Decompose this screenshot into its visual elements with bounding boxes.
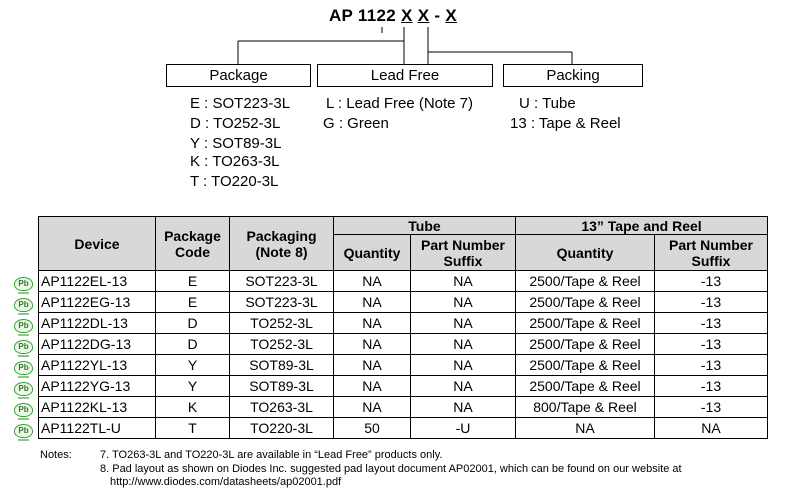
device-cell: AP1122KL-13 <box>39 397 156 418</box>
reel-suffix-cell: -13 <box>655 376 768 397</box>
tube-suffix-cell: NA <box>411 376 516 397</box>
ordering-table <box>38 216 768 439</box>
tube-suffix-cell: NA <box>411 334 516 355</box>
table-row <box>39 397 768 418</box>
lead-free-leaf-icon: Pb <box>14 298 33 312</box>
packaging-cell: TO220-3L <box>230 418 334 439</box>
packaging-cell: TO263-3L <box>230 397 334 418</box>
package-code-cell: E <box>156 292 230 313</box>
reel-suffix-cell: -13 <box>655 397 768 418</box>
package-option: D : TO252-3L <box>190 115 281 132</box>
packing-field-box: Packing <box>503 64 643 87</box>
package-code-cell: Y <box>156 355 230 376</box>
reel-suffix-cell: -13 <box>655 271 768 292</box>
package-code-cell: Y <box>156 376 230 397</box>
table-row <box>39 313 768 334</box>
device-cell: AP1122DL-13 <box>39 313 156 334</box>
lead-free-placeholder: X <box>417 6 430 25</box>
lead-free-option: G : Green <box>323 115 389 132</box>
reel-quantity-cell: NA <box>516 418 655 439</box>
dash: - <box>429 6 446 25</box>
tube-quantity-cell: NA <box>334 334 411 355</box>
lead-free-leaf-icon: Pb <box>14 382 33 396</box>
note-8-url: http://www.diodes.com/datasheets/ap02001.pdf <box>110 476 342 488</box>
header-device: Device <box>39 217 156 271</box>
lead-free-leaf-icon: Pb <box>14 424 33 438</box>
header-tube-suffix: Part Number Suffix <box>411 235 516 271</box>
tube-suffix-cell: NA <box>411 313 516 334</box>
packaging-cell: TO252-3L <box>230 313 334 334</box>
device-cell: AP1122YG-13 <box>39 376 156 397</box>
reel-quantity-cell: 2500/Tape & Reel <box>516 292 655 313</box>
package-option: K : TO263-3L <box>190 153 280 170</box>
lead-free-leaf-icon: Pb <box>14 277 33 291</box>
reel-suffix-cell: -13 <box>655 334 768 355</box>
device-cell: AP1122YL-13 <box>39 355 156 376</box>
package-code-cell: D <box>156 313 230 334</box>
reel-quantity-cell: 2500/Tape & Reel <box>516 334 655 355</box>
lead-free-option: L : Lead Free (Note 7) <box>326 95 474 112</box>
package-placeholder: X <box>401 6 413 25</box>
reel-quantity-cell: 2500/Tape & Reel <box>516 271 655 292</box>
packaging-cell: TO252-3L <box>230 334 334 355</box>
lead-free-leaf-icon: Pb <box>14 340 33 354</box>
note-7: 7. TO263-3L and TO220-3L are available in “Lead Free” products only. <box>100 449 443 461</box>
reel-suffix-cell: NA <box>655 418 768 439</box>
tube-quantity-cell: NA <box>334 313 411 334</box>
package-code-cell: D <box>156 334 230 355</box>
tube-quantity-cell: 50 <box>334 418 411 439</box>
header-reel-quantity: Quantity <box>516 235 655 271</box>
table-row <box>39 355 768 376</box>
ordering-tree-lines <box>0 0 786 70</box>
reel-suffix-cell: -13 <box>655 355 768 376</box>
tube-quantity-cell: NA <box>334 376 411 397</box>
packing-placeholder: X <box>445 6 457 25</box>
table-row <box>39 376 768 397</box>
table-row <box>39 418 768 439</box>
device-cell: AP1122TL-U <box>39 418 156 439</box>
note-8: 8. Pad layout as shown on Diodes Inc. suggested pad layout document AP02001, which can be found on our website at <box>100 463 682 475</box>
package-field-box: Package <box>166 64 311 87</box>
package-code-cell: T <box>156 418 230 439</box>
reel-quantity-cell: 800/Tape & Reel <box>516 397 655 418</box>
package-option: Y : SOT89-3L <box>190 135 282 152</box>
packaging-cell: SOT89-3L <box>230 355 334 376</box>
lead-free-leaf-icon: Pb <box>14 319 33 333</box>
reel-suffix-cell: -13 <box>655 292 768 313</box>
part-number-prefix: AP 1122 <box>328 6 402 25</box>
header-tube: Tube <box>334 217 516 235</box>
header-tube-quantity: Quantity <box>334 235 411 271</box>
tube-quantity-cell: NA <box>334 355 411 376</box>
lead-free-leaf-icon: Pb <box>14 361 33 375</box>
packing-option: U : Tube <box>519 95 576 112</box>
reel-quantity-cell: 2500/Tape & Reel <box>516 376 655 397</box>
packaging-cell: SOT223-3L <box>230 292 334 313</box>
device-cell: AP1122EG-13 <box>39 292 156 313</box>
tube-quantity-cell: NA <box>334 292 411 313</box>
tube-quantity-cell: NA <box>334 397 411 418</box>
package-option: T : TO220-3L <box>190 173 279 190</box>
packaging-cell: SOT223-3L <box>230 271 334 292</box>
reel-quantity-cell: 2500/Tape & Reel <box>516 313 655 334</box>
device-cell: AP1122DG-13 <box>39 334 156 355</box>
table-row <box>39 292 768 313</box>
header-reel-suffix: Part Number Suffix <box>655 235 768 271</box>
lead-free-leaf-icon: Pb <box>14 403 33 417</box>
packaging-cell: SOT89-3L <box>230 376 334 397</box>
device-cell: AP1122EL-13 <box>39 271 156 292</box>
tube-suffix-cell: NA <box>411 271 516 292</box>
reel-quantity-cell: 2500/Tape & Reel <box>516 355 655 376</box>
lead-free-field-box: Lead Free <box>317 64 493 87</box>
table-row <box>39 334 768 355</box>
table-row <box>39 271 768 292</box>
notes-label: Notes: <box>40 449 72 461</box>
reel-suffix-cell: -13 <box>655 313 768 334</box>
tube-suffix-cell: NA <box>411 292 516 313</box>
tube-suffix-cell: -U <box>411 418 516 439</box>
tube-suffix-cell: NA <box>411 355 516 376</box>
package-code-cell: K <box>156 397 230 418</box>
package-option: E : SOT223-3L <box>190 95 291 112</box>
tube-quantity-cell: NA <box>334 271 411 292</box>
header-packaging: Packaging (Note 8) <box>230 217 334 271</box>
package-code-cell: E <box>156 271 230 292</box>
tube-suffix-cell: NA <box>411 397 516 418</box>
header-package-code: Package Code <box>156 217 230 271</box>
packing-option: 13 : Tape & Reel <box>510 115 621 132</box>
header-tape-reel: 13” Tape and Reel <box>516 217 768 235</box>
